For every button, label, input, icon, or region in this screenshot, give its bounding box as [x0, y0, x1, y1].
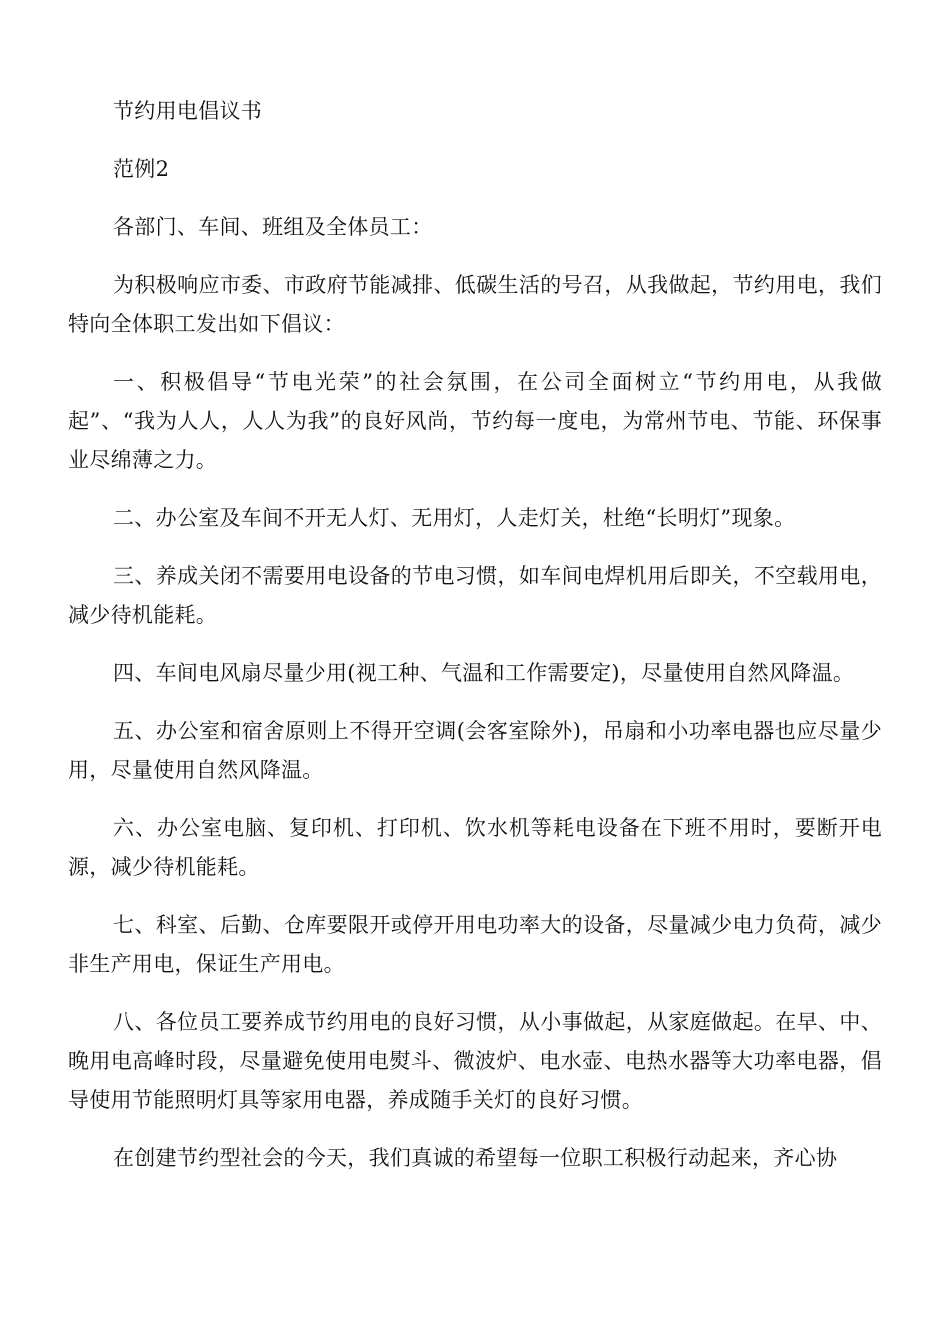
proposal-item-8: 八、各位员工要养成节约用电的良好习惯，从小事做起，从家庭做起。在早、中、晚用电高峰时段，尽量避免使用电熨斗、微波炉、电水壶、电热水器等大功率电器，倡导使用节能照明灯具等家用电器，养成随手关灯的良好习惯。	[68, 1010, 882, 1112]
proposal-item-6: 六、办公室电脑、复印机、打印机、饮水机等耗电设备在下班不用时，要断开电源，减少待机能耗。	[68, 816, 882, 879]
proposal-item-7: 七、科室、后勤、仓库要限开或停开用电功率大的设备，尽量减少电力负荷，减少非生产用电，保证生产用电。	[68, 913, 882, 976]
document-body	[68, 92, 882, 1178]
proposal-item-4: 四、车间电风扇尽量少用(视工种、气温和工作需要定)，尽量使用自然风降温。	[113, 661, 855, 685]
salutation: 各部门、车间、班组及全体员工：	[113, 215, 433, 239]
proposal-item-5: 五、办公室和宿舍原则上不得开空调(会客室除外)，吊扇和小功率电器也应尽量少用，尽量使用自然风降温。	[68, 719, 882, 782]
proposal-item-2: 二、办公室及车间不开无人灯、无用灯，人走灯关，杜绝“长明灯”现象。	[113, 506, 796, 530]
closing-paragraph: 在创建节约型社会的今天，我们真诚的希望每一位职工积极行动起来，齐心协	[113, 1146, 838, 1170]
document-title: 节约用电倡议书	[113, 99, 263, 123]
intro-paragraph: 为积极响应市委、市政府节能减排、低碳生活的号召，从我做起，节约用电，我们特向全体职工发出如下倡议：	[68, 273, 882, 336]
document-subtitle: 范例2	[113, 157, 170, 181]
proposal-item-1: 一、积极倡导“节电光荣”的社会氛围，在公司全面树立“节约用电，从我做起”、“我为人人，人人为我”的良好风尚，节约每一度电，为常州节电、节能、环保事业尽绵薄之力。	[68, 370, 882, 472]
proposal-item-3: 三、养成关闭不需要用电设备的节电习惯，如车间电焊机用后即关，不空载用电，减少待机能耗。	[68, 564, 882, 627]
